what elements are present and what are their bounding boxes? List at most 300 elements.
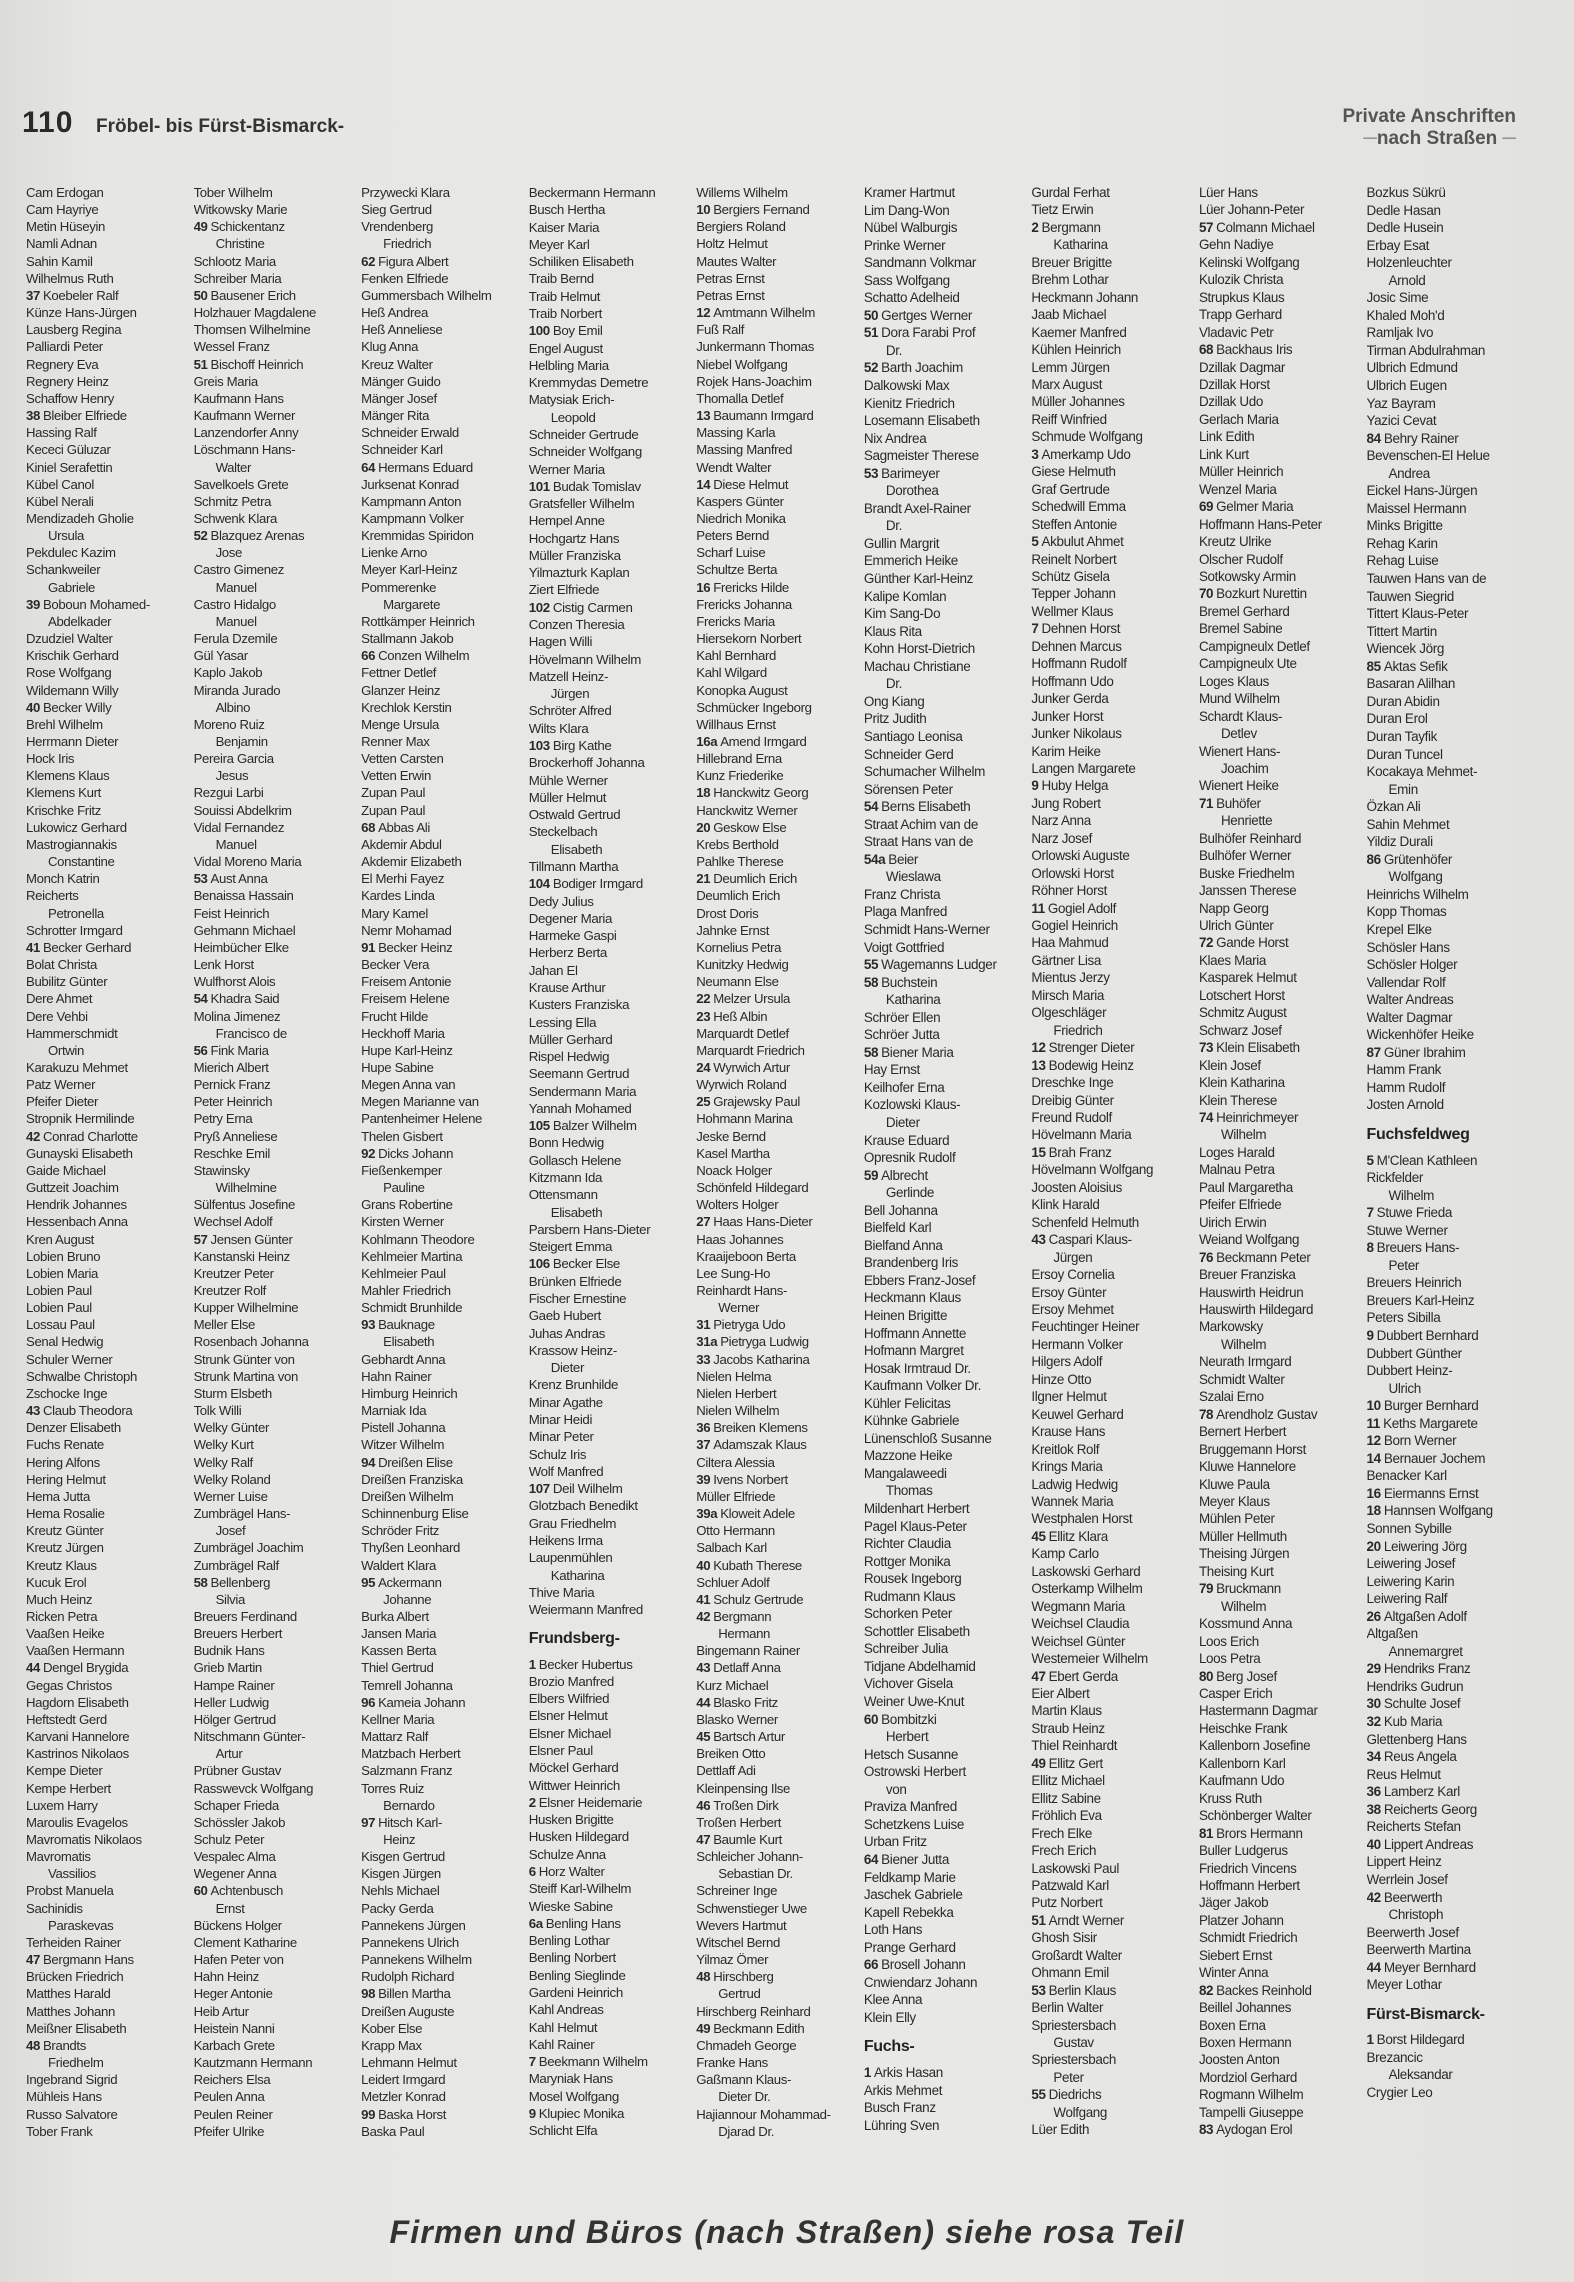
resident-name: Gurdal Ferhat xyxy=(1031,185,1110,200)
resident-entry xyxy=(1031,1633,1191,1650)
resident-entry xyxy=(529,668,689,685)
resident-name: Brücken Friedrich xyxy=(26,1969,124,1985)
resident-entry xyxy=(864,1342,1024,1360)
resident-name: Marx August xyxy=(1031,376,1103,392)
resident-entry xyxy=(361,1625,521,1642)
resident-name: Gummersbach Wilhelm xyxy=(361,287,492,303)
resident-entry xyxy=(1199,690,1359,707)
resident-name: Krause Hans xyxy=(1031,1424,1106,1440)
resident-entry xyxy=(1031,1109,1191,1126)
resident-name: Troßen Herbert xyxy=(696,1814,782,1830)
resident-entry xyxy=(696,1419,856,1436)
resident-entry xyxy=(1031,289,1191,306)
resident-name: Melzer Ursula xyxy=(713,991,791,1007)
entry-continuation xyxy=(26,2054,186,2071)
resident-name: Müller Johannes xyxy=(1031,394,1125,410)
resident-name: Thyßen Leonhard xyxy=(361,1540,460,1556)
resident-entry xyxy=(1199,184,1359,201)
resident-name: Mund Wilhelm xyxy=(1198,691,1280,707)
resident-entry xyxy=(529,391,689,408)
resident-entry xyxy=(529,1083,689,1100)
resident-entry xyxy=(529,495,689,512)
resident-name: Arkis Mehmet xyxy=(863,2082,943,2098)
resident-name: Junkermann Thomas xyxy=(696,339,814,355)
resident-entry xyxy=(1367,1625,1527,1643)
resident-name: Kreuz Walter xyxy=(361,356,433,372)
resident-name: Schösler Hans xyxy=(1366,939,1450,955)
resident-entry xyxy=(1199,1057,1359,1074)
resident-name: Nitschmann Günter- xyxy=(193,1729,306,1745)
resident-entry xyxy=(26,733,186,750)
resident-entry xyxy=(1199,1266,1359,1283)
resident-entry xyxy=(1031,1126,1191,1143)
resident-name: Mordziol Gerhard xyxy=(1198,2069,1298,2085)
resident-name: Özkan Ali xyxy=(1366,799,1421,815)
resident-name: Horz Walter xyxy=(538,1864,605,1879)
resident-name: Witkowsky Marie xyxy=(193,202,288,218)
resident-name: Elisabeth xyxy=(383,1334,435,1350)
resident-name: Maroulis Evagelos xyxy=(26,1814,128,1830)
resident-name: Hema Jutta xyxy=(26,1488,90,1504)
resident-name: Klaus Rita xyxy=(863,623,922,639)
resident-entry xyxy=(864,1991,1024,2009)
resident-entry xyxy=(1367,219,1527,237)
resident-entry xyxy=(696,235,856,252)
resident-name: Lobien Bruno xyxy=(26,1248,101,1264)
resident-entry xyxy=(1199,655,1359,672)
resident-entry xyxy=(361,1419,521,1436)
resident-name: Akdemir Abdul xyxy=(361,836,442,852)
resident-name: Amtmann Wilhelm xyxy=(713,305,815,321)
resident-name: Rosenbach Johanna xyxy=(193,1334,309,1350)
resident-name: Kassen Berta xyxy=(361,1643,437,1659)
resident-entry xyxy=(1199,1929,1359,1946)
resident-name: Schreiner Inge xyxy=(696,1883,778,1899)
resident-entry xyxy=(529,875,689,892)
resident-entry xyxy=(1199,1179,1359,1196)
resident-name: Stropnik Hermilinde xyxy=(26,1111,135,1127)
resident-name: Krenz Brunhilde xyxy=(528,1377,619,1393)
resident-name: Colmann Michael xyxy=(1216,219,1315,235)
resident-entry xyxy=(864,1746,1024,1764)
resident-entry xyxy=(1031,690,1191,707)
resident-entry xyxy=(361,973,521,990)
resident-name: Fettner Detlef xyxy=(361,665,437,681)
resident-name: Müller Elfriede xyxy=(696,1488,776,1504)
resident-entry xyxy=(26,1608,186,1625)
house-number: 9 xyxy=(1031,778,1039,794)
resident-entry xyxy=(1367,254,1527,272)
resident-entry xyxy=(1199,1004,1359,1021)
resident-entry xyxy=(1367,1169,1527,1187)
resident-entry xyxy=(361,1385,521,1402)
resident-name: Schneider Gertrude xyxy=(528,426,639,442)
entry-continuation xyxy=(194,1745,354,1762)
resident-entry xyxy=(1031,219,1191,236)
resident-name: Putz Norbert xyxy=(1031,1895,1103,1911)
resident-entry xyxy=(361,459,521,476)
resident-entry xyxy=(529,2088,689,2105)
resident-entry xyxy=(361,441,521,458)
resident-entry xyxy=(194,1865,354,1882)
resident-name: Lee Sung-Ho xyxy=(696,1265,771,1281)
resident-entry xyxy=(26,1539,186,1556)
resident-entry xyxy=(529,1411,689,1428)
resident-name: Sotkowsky Armin xyxy=(1198,568,1296,584)
resident-entry xyxy=(1031,1196,1191,1213)
resident-name: Minar Agathe xyxy=(528,1394,603,1410)
resident-name: Wittwer Heinrich xyxy=(528,1777,620,1793)
resident-entry xyxy=(1367,1152,1527,1170)
resident-entry xyxy=(1367,570,1527,588)
resident-entry xyxy=(864,1711,1024,1729)
resident-name: Dora Farabi Prof xyxy=(881,325,976,341)
resident-entry xyxy=(696,561,856,578)
resident-name: Schmidt Friedrich xyxy=(1198,1930,1298,1946)
resident-entry xyxy=(696,1402,856,1419)
resident-name: Manuel xyxy=(215,613,257,629)
entry-continuation xyxy=(194,1025,354,1042)
resident-name: Emin xyxy=(1388,781,1418,797)
resident-name: Heftstedt Gerd xyxy=(26,1711,107,1727)
resident-name: Dicks Johann xyxy=(378,1145,454,1161)
resident-name: Grieb Martin xyxy=(193,1660,262,1676)
resident-name: Kalipe Komlan xyxy=(863,588,947,604)
house-number: 105 xyxy=(528,1118,550,1134)
resident-name: Meyer Karl-Heinz xyxy=(361,562,458,578)
resident-entry xyxy=(361,338,521,355)
resident-name: Mavromatis xyxy=(26,1849,91,1865)
resident-name: Schlicht Elfa xyxy=(528,2123,598,2139)
resident-name: Keuwel Gerhard xyxy=(1031,1406,1124,1422)
resident-entry xyxy=(529,1846,689,1863)
house-number: 44 xyxy=(26,1660,40,1676)
resident-name: Krapp Max xyxy=(361,2037,422,2053)
resident-name: Kreutzer Rolf xyxy=(193,1283,266,1298)
resident-entry xyxy=(194,1574,354,1591)
resident-entry xyxy=(1199,1039,1359,1056)
resident-entry xyxy=(194,2106,354,2123)
resident-name: Hermans Eduard xyxy=(378,459,473,475)
resident-entry xyxy=(194,561,354,578)
resident-name: Dedle Husein xyxy=(1366,220,1444,236)
resident-entry xyxy=(1199,585,1359,602)
resident-name: Kim Sang-Do xyxy=(863,606,941,622)
resident-entry xyxy=(1367,1502,1527,1520)
resident-name: Beckermann Hermann xyxy=(528,185,656,200)
entry-continuation xyxy=(529,1567,689,1584)
resident-entry xyxy=(1031,1580,1191,1597)
resident-entry xyxy=(361,1574,521,1591)
resident-name: Constantine xyxy=(48,854,115,870)
house-number: 53 xyxy=(193,871,208,887)
resident-name: Baska Paul xyxy=(361,2123,425,2139)
house-number: 70 xyxy=(1198,586,1214,602)
resident-entry xyxy=(361,613,521,630)
resident-name: Kren August xyxy=(26,1231,94,1247)
resident-name: Dengel Brygida xyxy=(42,1660,129,1676)
resident-name: Schreiber Julia xyxy=(863,1641,948,1657)
resident-name: Petry Erna xyxy=(193,1111,253,1127)
resident-name: Kaplo Jakob xyxy=(193,665,263,681)
resident-entry xyxy=(194,1333,354,1350)
resident-name: Klein Elly xyxy=(863,2009,916,2025)
resident-entry xyxy=(194,1213,354,1230)
resident-entry xyxy=(696,356,856,373)
resident-entry xyxy=(1367,482,1527,500)
resident-name: Krebs Berthold xyxy=(696,836,779,852)
resident-entry xyxy=(1199,1371,1359,1388)
resident-entry xyxy=(1367,500,1527,518)
resident-name: Hoffmann Udo xyxy=(1031,673,1114,689)
resident-entry xyxy=(194,287,354,304)
resident-entry xyxy=(529,789,689,806)
resident-entry xyxy=(26,2106,186,2123)
resident-entry xyxy=(696,1385,856,1402)
resident-name: Wiencek Jörg xyxy=(1366,641,1445,657)
resident-name: Schneider Karl xyxy=(361,442,443,458)
resident-name: Kremmydas Demetre xyxy=(528,375,649,391)
resident-name: Jäger Jakob xyxy=(1198,1895,1269,1911)
resident-name: Hirschberg Reinhard xyxy=(696,2003,811,2019)
resident-name: Packy Gerda xyxy=(361,1900,434,1916)
resident-name: Patz Werner xyxy=(26,1077,96,1093)
house-number: 83 xyxy=(1198,2122,1214,2138)
resident-name: Reicherts Georg xyxy=(1383,1801,1477,1817)
resident-name: Detlev xyxy=(1220,726,1257,742)
resident-name: Hammerschmidt xyxy=(26,1025,118,1041)
house-number: 20 xyxy=(1366,1538,1381,1554)
resident-entry xyxy=(529,1048,689,1065)
resident-name: Breuer Brigitte xyxy=(1031,254,1112,270)
resident-name: Ebert Gerda xyxy=(1048,1668,1118,1684)
resident-entry xyxy=(696,218,856,235)
resident-name: Wienert Hans- xyxy=(1198,743,1281,759)
resident-entry xyxy=(864,202,1024,220)
resident-entry xyxy=(361,1248,521,1265)
resident-entry xyxy=(864,307,1024,325)
resident-entry xyxy=(361,287,521,304)
resident-name: Burka Albert xyxy=(361,1608,429,1624)
house-number: 27 xyxy=(696,1214,711,1230)
resident-name: Lotschert Horst xyxy=(1198,987,1285,1003)
resident-name: Amend Irmgard xyxy=(720,734,807,749)
resident-name: Ellitz Klara xyxy=(1048,1528,1108,1544)
resident-entry xyxy=(1199,289,1359,306)
resident-entry xyxy=(1199,1877,1359,1894)
resident-entry xyxy=(1367,939,1527,957)
resident-name: Terheiden Rainer xyxy=(26,1934,121,1950)
resident-entry xyxy=(194,493,354,510)
house-number: 55 xyxy=(863,957,879,973)
resident-name: Dreibig Günter xyxy=(1031,1092,1114,1108)
resident-name: Wieslawa xyxy=(885,869,941,885)
entry-continuation xyxy=(529,1359,689,1376)
house-number: 94 xyxy=(361,1454,376,1470)
resident-entry xyxy=(864,1395,1024,1413)
resident-entry xyxy=(1199,1912,1359,1929)
resident-name: Kitzmann Ida xyxy=(528,1170,603,1186)
resident-entry xyxy=(696,201,856,218)
resident-entry xyxy=(1031,1702,1191,1719)
resident-name: Backes Reinhold xyxy=(1216,1982,1312,1998)
house-number: 36 xyxy=(696,1420,711,1436)
resident-entry xyxy=(864,1921,1024,1939)
resident-name: Kaufmann Hans xyxy=(193,390,284,406)
resident-entry xyxy=(1031,655,1191,672)
resident-name: Brozio Manfred xyxy=(528,1673,614,1689)
resident-entry xyxy=(194,819,354,836)
resident-name: Aleksandar xyxy=(1388,2067,1453,2083)
resident-name: Dzillak Dagmar xyxy=(1198,359,1286,375)
resident-entry xyxy=(26,939,186,956)
resident-name: Breuers Ferdinand xyxy=(193,1608,297,1624)
resident-name: Khadra Said xyxy=(210,991,280,1007)
column-9 xyxy=(1367,184,1527,2139)
resident-entry xyxy=(529,581,689,598)
resident-entry xyxy=(1199,1144,1359,1161)
resident-entry xyxy=(26,1110,186,1127)
resident-entry xyxy=(26,802,186,819)
resident-name: Feuchtinger Heiner xyxy=(1031,1319,1140,1335)
resident-name: Thiel Gertrud xyxy=(361,1660,434,1676)
resident-name: Ulrich Günter xyxy=(1198,918,1274,934)
resident-name: Zumbrägel Joachim xyxy=(193,1540,304,1556)
resident-entry xyxy=(194,1454,354,1471)
house-number: 5 xyxy=(1031,534,1039,550)
resident-entry xyxy=(1031,760,1191,777)
resident-name: Yazici Cevat xyxy=(1366,413,1437,429)
house-number: 39 xyxy=(696,1471,711,1487)
resident-entry xyxy=(361,1110,521,1127)
house-number: 97 xyxy=(361,1814,376,1830)
resident-name: Eickel Hans-Jürgen xyxy=(1366,483,1478,499)
resident-name: Karakuzu Mehmet xyxy=(26,1059,128,1075)
resident-entry xyxy=(1031,498,1191,515)
house-number: 86 xyxy=(1366,851,1381,867)
resident-entry xyxy=(529,962,689,979)
resident-name: Hohmann Marina xyxy=(696,1111,793,1127)
resident-entry xyxy=(194,922,354,939)
resident-name: Güner Ibrahim xyxy=(1383,1044,1466,1060)
resident-entry xyxy=(529,979,689,996)
resident-entry xyxy=(696,1488,856,1505)
resident-name: Kapell Rebekka xyxy=(863,1904,954,1920)
entry-continuation xyxy=(696,1985,856,2002)
entry-continuation xyxy=(696,1625,856,1642)
resident-name: Schönfeld Hildegard xyxy=(696,1180,809,1196)
resident-entry xyxy=(1031,1301,1191,1318)
resident-entry xyxy=(194,870,354,887)
resident-name: Huby Helga xyxy=(1041,778,1109,794)
resident-name: Lobien Paul xyxy=(26,1283,92,1298)
resident-name: Peulen Reiner xyxy=(193,2106,273,2122)
resident-entry xyxy=(194,2071,354,2088)
resident-entry xyxy=(1199,271,1359,288)
resident-name: Hock Iris xyxy=(26,751,75,767)
resident-entry xyxy=(194,939,354,956)
resident-name: Beckmann Edith xyxy=(713,2020,805,2036)
house-number: 29 xyxy=(1366,1661,1381,1677)
resident-entry xyxy=(529,996,689,1013)
resident-entry xyxy=(194,1316,354,1333)
resident-entry xyxy=(26,1797,186,1814)
resident-entry xyxy=(529,1480,689,1497)
resident-entry xyxy=(1367,1079,1527,1097)
resident-entry xyxy=(26,1402,186,1419)
resident-name: Hay Ernst xyxy=(863,1062,920,1078)
house-number: 81 xyxy=(1198,1825,1214,1841)
resident-entry xyxy=(26,1711,186,1728)
house-number: 18 xyxy=(1366,1503,1381,1519)
resident-entry xyxy=(696,1557,856,1574)
resident-name: Massing Karla xyxy=(696,425,776,441)
resident-name: Vespalec Alma xyxy=(193,1849,276,1865)
resident-name: Schmidt Walter xyxy=(1198,1371,1285,1387)
resident-name: Sturm Elsbeth xyxy=(193,1385,272,1401)
resident-name: Budak Tomislav xyxy=(552,478,641,494)
resident-name: Kreutzer Peter xyxy=(193,1265,274,1281)
resident-name: Mastrogiannakis xyxy=(26,836,117,852)
resident-entry xyxy=(529,2001,689,2018)
resident-name: Burger Bernhard xyxy=(1383,1398,1479,1414)
resident-name: El Merhi Fayez xyxy=(361,871,445,887)
resident-name: Mattarz Ralf xyxy=(361,1729,429,1745)
house-number: 3 xyxy=(1031,446,1039,462)
resident-name: Kocakaya Mehmet- xyxy=(1366,764,1478,780)
house-number: 2 xyxy=(1031,219,1039,235)
resident-name: Albrecht xyxy=(881,1167,928,1183)
resident-name: Koebeler Ralf xyxy=(42,287,119,303)
resident-entry xyxy=(864,447,1024,465)
house-number: 36 xyxy=(1366,1784,1381,1800)
house-number: 11 xyxy=(1366,1415,1381,1431)
resident-name: Bonn Hedwig xyxy=(528,1135,604,1151)
resident-name: Scharf Luise xyxy=(696,545,766,561)
resident-name: Glettenberg Hans xyxy=(1366,1731,1467,1747)
resident-entry xyxy=(1199,900,1359,917)
house-number: 25 xyxy=(696,1094,711,1110)
resident-entry xyxy=(529,357,689,374)
resident-entry xyxy=(26,1505,186,1522)
resident-name: Karvani Hannelore xyxy=(26,1729,130,1745)
resident-entry xyxy=(1199,1650,1359,1667)
resident-name: Traib Norbert xyxy=(528,305,602,321)
resident-entry xyxy=(696,2106,856,2123)
resident-name: Nielen Wilhelm xyxy=(696,1403,780,1419)
resident-entry xyxy=(529,720,689,737)
resident-entry xyxy=(696,733,856,750)
entry-continuation xyxy=(361,1333,521,1350)
house-number: 52 xyxy=(863,360,879,376)
resident-entry xyxy=(1367,552,1527,570)
resident-name: Eier Albert xyxy=(1031,1685,1090,1701)
house-number: 30 xyxy=(1366,1696,1381,1712)
resident-name: Hupe Karl-Heinz xyxy=(361,1042,453,1058)
resident-entry xyxy=(1031,1388,1191,1405)
resident-entry xyxy=(1199,1633,1359,1650)
resident-entry xyxy=(1367,1204,1527,1222)
resident-name: Klein Josef xyxy=(1198,1057,1261,1073)
resident-entry xyxy=(529,426,689,443)
resident-name: Figura Albert xyxy=(378,253,449,269)
resident-name: Dettlaff Adi xyxy=(696,1763,756,1779)
resident-name: Hendrik Johannes xyxy=(26,1197,127,1213)
resident-name: Kreitlok Rolf xyxy=(1031,1441,1100,1457)
resident-name: Holtz Helmut xyxy=(696,236,768,252)
resident-entry xyxy=(696,1917,856,1934)
resident-name: Lobien Maria xyxy=(26,1265,99,1281)
